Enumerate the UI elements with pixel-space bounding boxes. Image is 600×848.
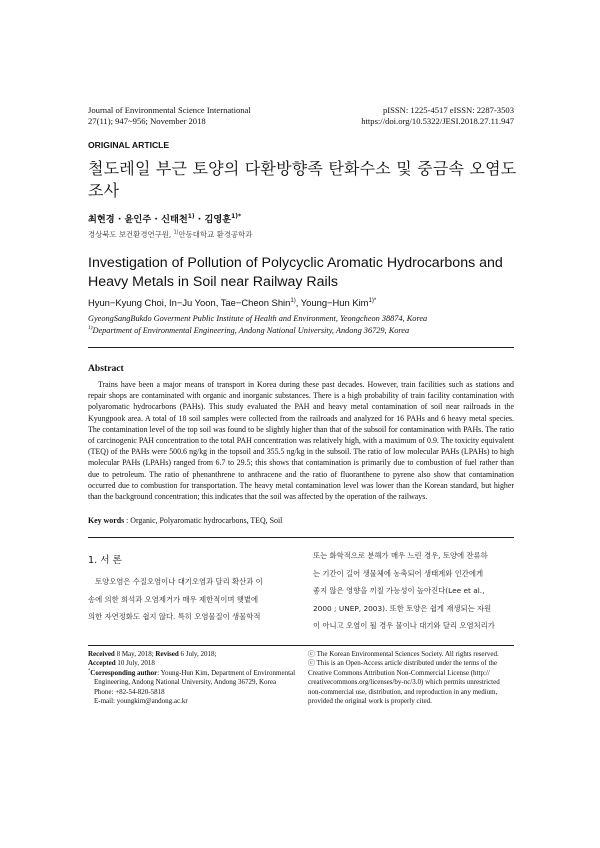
author-1: 최현경 <box>88 214 115 225</box>
journal-name: Journal of Environmental Science International <box>88 105 251 115</box>
affiliation-mark: 1) <box>173 230 179 236</box>
affiliation-line1: GyeongSangBukdo Goverment Public Institute of Health and Environment, Yeongcheon 38874, Korea <box>88 314 428 323</box>
affiliation-mark: 1)* <box>368 296 377 304</box>
license-notice <box>308 650 520 706</box>
title-english-line2: Heavy Metals in Soil near Railway Rails <box>88 273 338 290</box>
keywords-list: : Organic, Polyaromatic hydrocarbons, TEQ, Soil <box>124 516 283 525</box>
affiliation-mark: 1) <box>88 324 93 331</box>
intro-left-column <box>88 573 298 626</box>
divider <box>88 537 514 538</box>
affiliation-korean <box>88 229 252 240</box>
corresponding-address: Engineering, Andong National University, Andong 36729, Korea <box>94 678 277 687</box>
intro-right-line: 는 기간이 길어 생물체에 농축되어 생태계와 인간에게 <box>313 568 484 578</box>
license-line: non-commercial use, distribution, and reproduction in any medium, <box>308 687 498 696</box>
license-line: creativecommons.org/licenses/by-nc/3.0) which permits unrestricted <box>308 678 500 687</box>
journal-identifiers <box>361 105 514 127</box>
intro-left-line: 송에 의한 희석과 오염제거가 매우 제한적이며 햇볕에 <box>88 594 259 604</box>
journal-header <box>88 105 251 127</box>
intro-right-line: 또는 화학적으로 분해가 매우 느린 경우, 토양에 잔류하 <box>313 551 488 560</box>
revised-label: Revised <box>155 650 179 658</box>
author-names: , Young−Hun Kim <box>295 297 369 308</box>
authors-english <box>88 297 376 308</box>
license-line: Creative Commons Attribution Non-Commercial License (http:// <box>308 668 490 677</box>
title-korean-line1: 철도레일 부근 토양의 다환방향족 탄화수소 및 중금속 오염도 <box>88 159 517 178</box>
abstract-heading: Abstract <box>88 363 124 374</box>
title-korean-line2: 조사 <box>88 181 120 200</box>
affiliation-text: Department of Environmental Engineering, Andong National University, Andong 36729, Korea <box>92 325 410 335</box>
intro-left-line: 의한 자연정화도 쉽지 않다. 특히 오염물질이 생물학적 <box>88 612 261 622</box>
keywords-label: Key words <box>88 516 125 525</box>
accepted <box>88 659 300 668</box>
affiliation-part: 안동대학교 환경공학과 <box>178 230 253 239</box>
keywords <box>88 516 282 525</box>
license-line: provided the original work is properly cited. <box>308 697 432 706</box>
article-type: ORIGINAL ARTICLE <box>88 140 170 150</box>
intro-left-line: 토양오염은 수질오염이나 대기오염과 달리 확산과 이 <box>95 577 263 586</box>
intro-right-line: 좋지 않은 영향을 끼칠 가능성이 높아진다(Lee et al., <box>313 586 485 596</box>
author-3: 신태천 <box>161 214 188 225</box>
affiliation-line2 <box>88 325 528 337</box>
authors-korean <box>88 211 241 225</box>
journal-volume: 27(11); 947~956; November 2018 <box>88 116 206 126</box>
license-line: ⓒ This is an Open-Access article distributed under the terms of the <box>308 659 498 668</box>
doi-link[interactable]: https://doi.org/10.5322/JESI.2018.27.11.947 <box>361 116 514 126</box>
issn: pISSN: 1225-4517 eISSN: 2287-3503 <box>382 105 514 115</box>
separator: · <box>151 214 162 225</box>
email-link[interactable]: E-mail: youngkim@andong.ac.kr <box>94 697 188 706</box>
affiliation-mark: 1)* <box>231 212 242 220</box>
title-korean <box>88 158 528 202</box>
author-2: 윤인주 <box>124 214 152 225</box>
title-english <box>88 254 528 291</box>
divider <box>88 347 514 348</box>
section-heading-introduction: 1. 서 론 <box>88 555 122 566</box>
corresponding-author <box>88 669 300 678</box>
separator: · <box>194 214 205 225</box>
abstract-body: Trains have been a major means of transport in Korea during these past decades. However, train facilities such as stations and repair shops are contaminated with organic and inorganic substances. There is a high probability of train facility contamination with polyaromatic hydrocarbons (PAHs). This study evaluated the PAH and heavy metal contamination of soil near railroads in the Kyungpook area. A total of 18 soil samples were collected from the railroads and analyzed for 16 PAHs and 6 heavy metal species. The contamination level of the top soil was found to be slightly higher than that of the subsoil for contamination with PAHs. The ratio of carcinogenic PAH concentration to the total PAH concentration was relatively high, with a maximum of 0.9. The toxicity equivalent (TEQ) of the PAHs were 500.6 ng/kg in the topsoil and 355.5 ng/kg in the subsoil. The ratio of low molecular PAHs (LPAHs) to high molecular PAHs (LPAHs) ranged from 6.7 to 29.5; this shows that contamination is primarily due to combustion of fuel rather than due to petroleum. The ratio of phenanthrene to anthracene and the ratio of fluoranthene to pyrene also show that contamination occurred due to combustion for transportation. The heavy metal contamination level was lower than the Korean standard, but higher than the background concentration; this indicates that the soil was affected by the operation of the railways. <box>88 380 514 502</box>
affiliation-english <box>88 313 528 336</box>
corresponding-label: Corresponding author <box>90 668 158 677</box>
revised-date: 6 July, 2018; <box>178 650 217 658</box>
author-4: 김영훈 <box>204 214 232 225</box>
affiliation-mark: 1) <box>187 212 195 220</box>
intro-right-line: 이 아니고 오염이 될 경우 물이나 대기와 달리 오염처리가 <box>313 621 495 631</box>
title-english-line1: Investigation of Pollution of Polycyclic Aromatic Hydrocarbons and <box>88 255 503 271</box>
asterisk-mark: * <box>88 667 91 673</box>
intro-right-line: 2000 ; UNEP, 2003). 또한 토양은 쉽게 재생되는 자원 <box>313 603 492 613</box>
received-date: 8 May, 2018; <box>114 650 156 658</box>
article-history <box>88 650 300 706</box>
footer-divider <box>88 645 514 646</box>
phone: Phone: +82-54-820-5818 <box>94 687 165 696</box>
received-revised <box>88 650 300 659</box>
intro-right-column <box>313 547 525 635</box>
accepted-date: 10 July, 2018 <box>115 659 155 668</box>
affiliation-mark: 1) <box>290 296 296 304</box>
corresponding-text: : Young-Hun Kim, Department of Environmental <box>157 668 296 677</box>
accepted-label: Accepted <box>88 659 116 668</box>
separator: · <box>114 214 125 225</box>
affiliation-part: 경상북도 보건환경연구원, <box>88 230 174 239</box>
copyright: ⓒ The Korean Environmental Sciences Society. All rights reserved. <box>308 650 499 658</box>
received-label: Received <box>88 650 115 658</box>
author-names: Hyun−Kyung Choi, In−Ju Yoon, Tae−Cheon Shin <box>88 297 291 308</box>
